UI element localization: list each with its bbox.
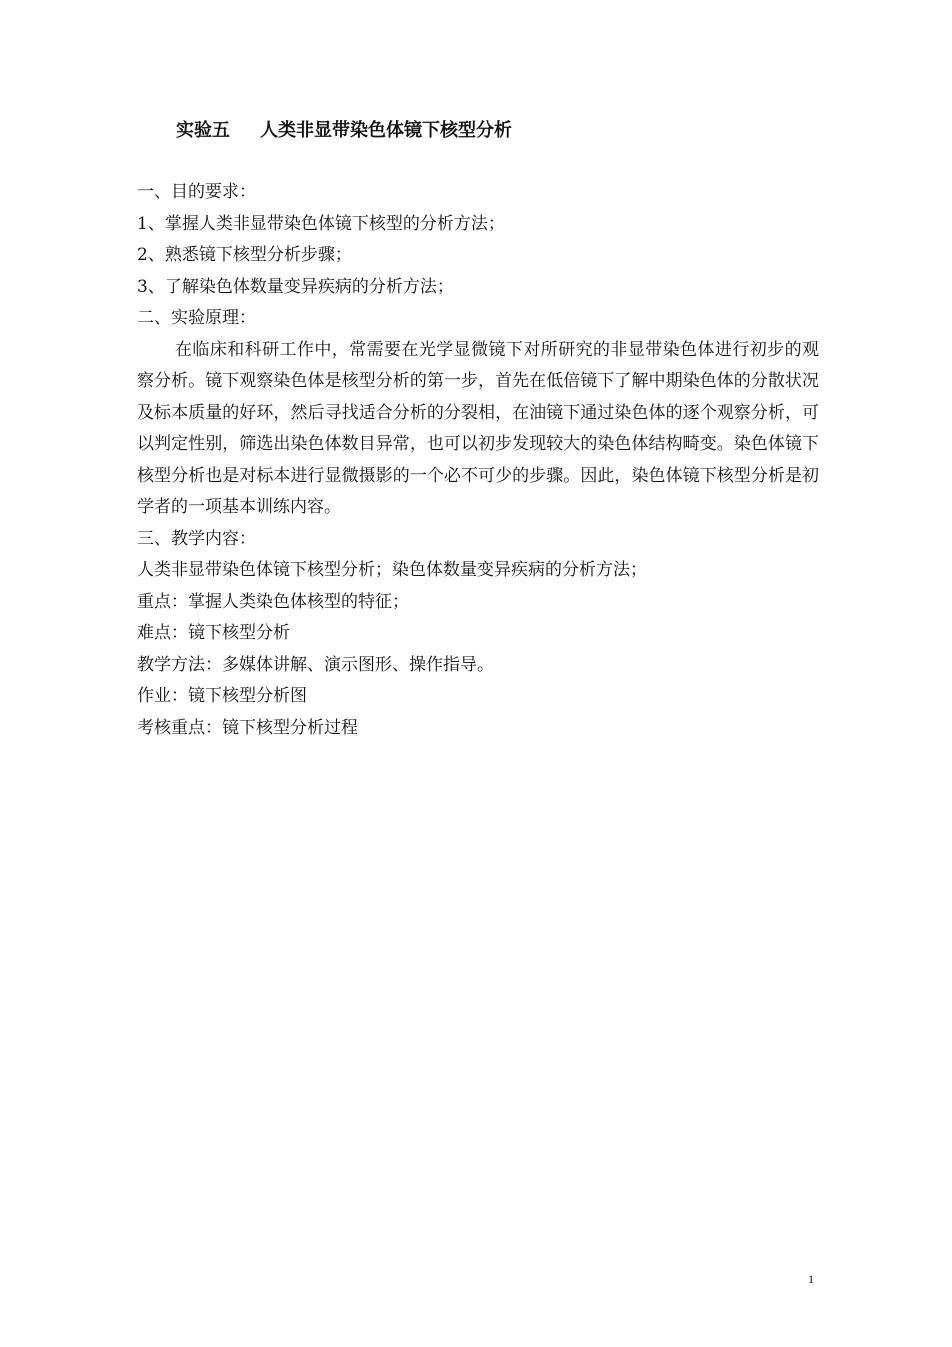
principle-paragraph: 在临床和科研工作中，常需要在光学显微镜下对所研究的非显带染色体进行初步的观察分析。镜下观察染色体是核型分析的第一步，首先在低倍镜下了解中期染色体的分散状况及标本质量的好环，然后寻找适合分析的分裂相，在油镜下通过染色体的逐个观察分析，可以判定性别，筛选出染色体数目异常，也可以初步发现较大的染色体结构畸变。染色体镜下核型分析也是对标本进行显微摄影的一个必不可少的步骤。因此，染色体镜下核型分析是初学者的一项基本训练内容。 bbox=[137, 339, 819, 517]
document-title bbox=[176, 116, 512, 142]
teaching-item: 人类非显带染色体镜下核型分析；染色体数量变异疾病的分析方法； bbox=[137, 560, 647, 580]
section-heading-teaching-content: 三、教学内容： bbox=[137, 528, 256, 549]
objective-item: 3、了解染色体数量变异疾病的分析方法； bbox=[137, 276, 454, 297]
teaching-item: 重点：掌握人类染色体核型的特征； bbox=[137, 591, 409, 612]
document-body bbox=[137, 177, 819, 744]
teaching-item: 教学方法：多媒体讲解、演示图形、操作指导。 bbox=[137, 654, 494, 675]
teaching-item: 作业：镜下核型分析图 bbox=[137, 686, 307, 706]
page-number: 1 bbox=[808, 1272, 814, 1286]
section-heading-principle: 二、实验原理： bbox=[137, 308, 256, 328]
objective-item: 1、掌握人类非显带染色体镜下核型的分析方法； bbox=[137, 213, 505, 234]
objective-item: 2、熟悉镜下核型分析步骤； bbox=[137, 245, 352, 265]
teaching-item: 考核重点：镜下核型分析过程 bbox=[137, 717, 358, 738]
teaching-item: 难点：镜下核型分析 bbox=[137, 623, 290, 643]
section-heading-objectives: 一、目的要求： bbox=[137, 182, 256, 202]
experiment-number: 实验五 bbox=[176, 120, 230, 141]
experiment-title: 人类非显带染色体镜下核型分析 bbox=[260, 120, 512, 141]
